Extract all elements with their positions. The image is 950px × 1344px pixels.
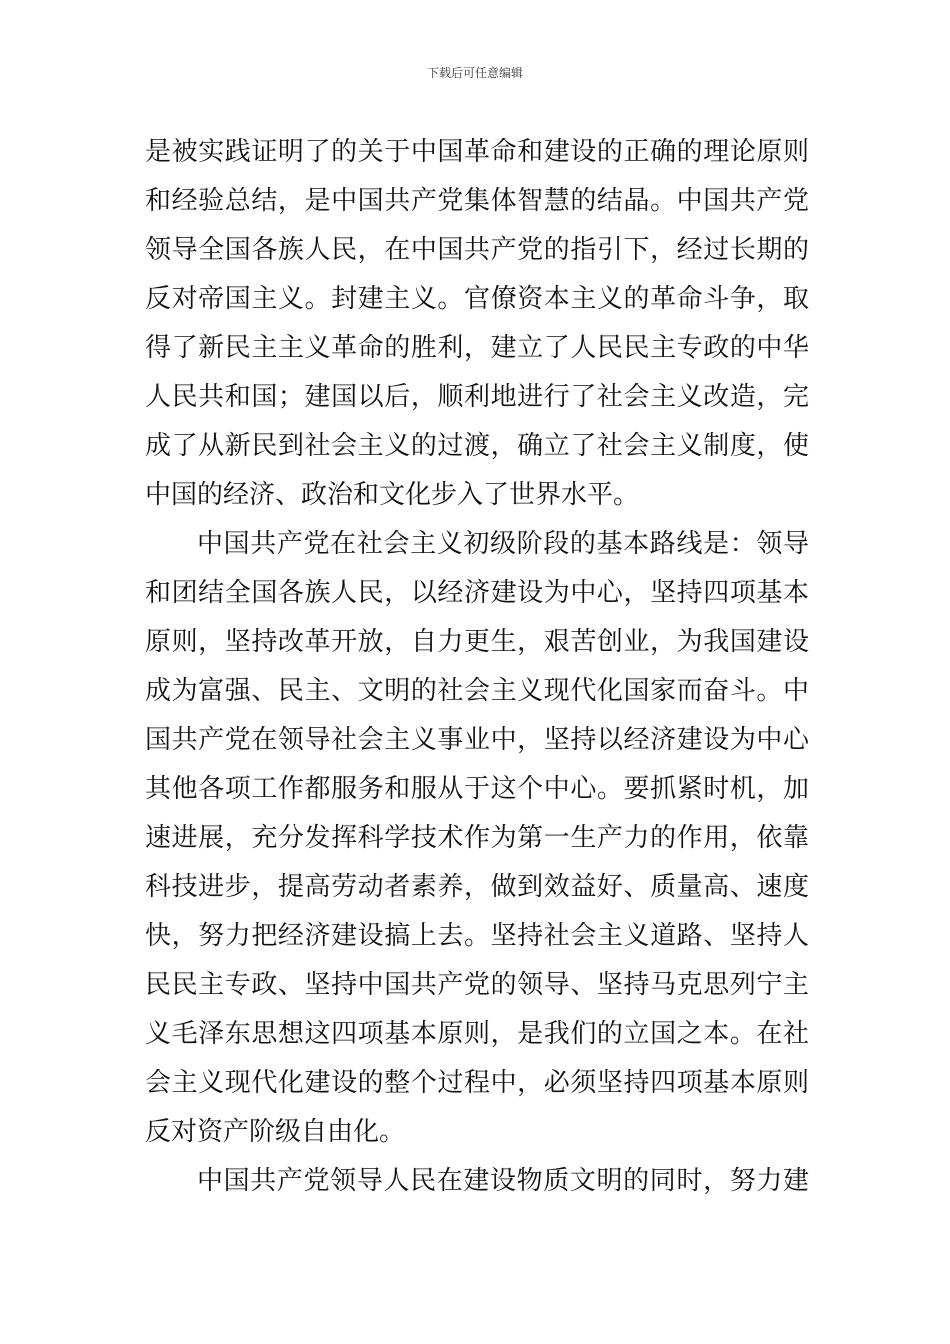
text-line: 和团结全国各族人民，以经济建设为中心，坚持四项基本 <box>145 578 809 608</box>
text-line: 是被实践证明了的关于中国革命和建设的正确的理论原则 <box>145 137 809 167</box>
text-line: 速进展，充分发挥科学技术作为第一生产力的作用，依靠 <box>145 823 809 853</box>
text-line: 反对帝国主义。封建主义。官僚资本主义的革命斗争，取 <box>145 284 809 314</box>
text-line: 得了新民主主义革命的胜利，建立了人民民主专政的中华 <box>145 333 809 363</box>
text-line: 成为富强、民主、文明的社会主义现代化国家而奋斗。中 <box>145 676 809 706</box>
text-line: 会主义现代化建设的整个过程中，必须坚持四项基本原则 <box>145 1068 809 1098</box>
text-line: 民民主专政、坚持中国共产党的领导、坚持马克思列宁主 <box>145 970 809 1000</box>
paragraph-3 <box>145 1157 809 1206</box>
text-line: 其他各项工作都服务和服从于这个中心。要抓紧时机，加 <box>145 774 809 804</box>
text-line: 人民共和国；建国以后，顺利地进行了社会主义改造，完 <box>145 382 809 412</box>
page-header: 下载后可任意编辑 <box>426 66 523 80</box>
text-line: 领导全国各族人民，在中国共产党的指引下，经过长期的 <box>145 235 809 265</box>
text-line: 快，努力把经济建设搞上去。坚持社会主义道路、坚持人 <box>145 921 809 951</box>
text-line: 科技进步，提高劳动者素养，做到效益好、质量高、速度 <box>145 872 809 902</box>
text-line: 义毛泽东思想这四项基本原则，是我们的立国之本。在社 <box>145 1019 809 1049</box>
paragraph-1 <box>145 128 809 520</box>
text-line: 国共产党在领导社会主义事业中，坚持以经济建设为中心 <box>145 725 809 755</box>
text-line: 反对资产阶级自由化。 <box>145 1117 406 1147</box>
text-line: 中国的经济、政治和文化步入了世界水平。 <box>145 480 640 510</box>
text-line: 中国共产党领导人民在建设物质文明的同时，努力建 <box>197 1166 809 1196</box>
document-body <box>145 128 809 1206</box>
text-line: 原则，坚持改革开放，自力更生，艰苦创业，为我国建设 <box>145 627 809 657</box>
text-line: 和经验总结，是中国共产党集体智慧的结晶。中国共产党 <box>145 186 809 216</box>
paragraph-2 <box>145 520 809 1157</box>
text-line: 成了从新民到社会主义的过渡，确立了社会主义制度，使 <box>145 431 809 461</box>
text-line: 中国共产党在社会主义初级阶段的基本路线是：领导 <box>197 529 809 559</box>
